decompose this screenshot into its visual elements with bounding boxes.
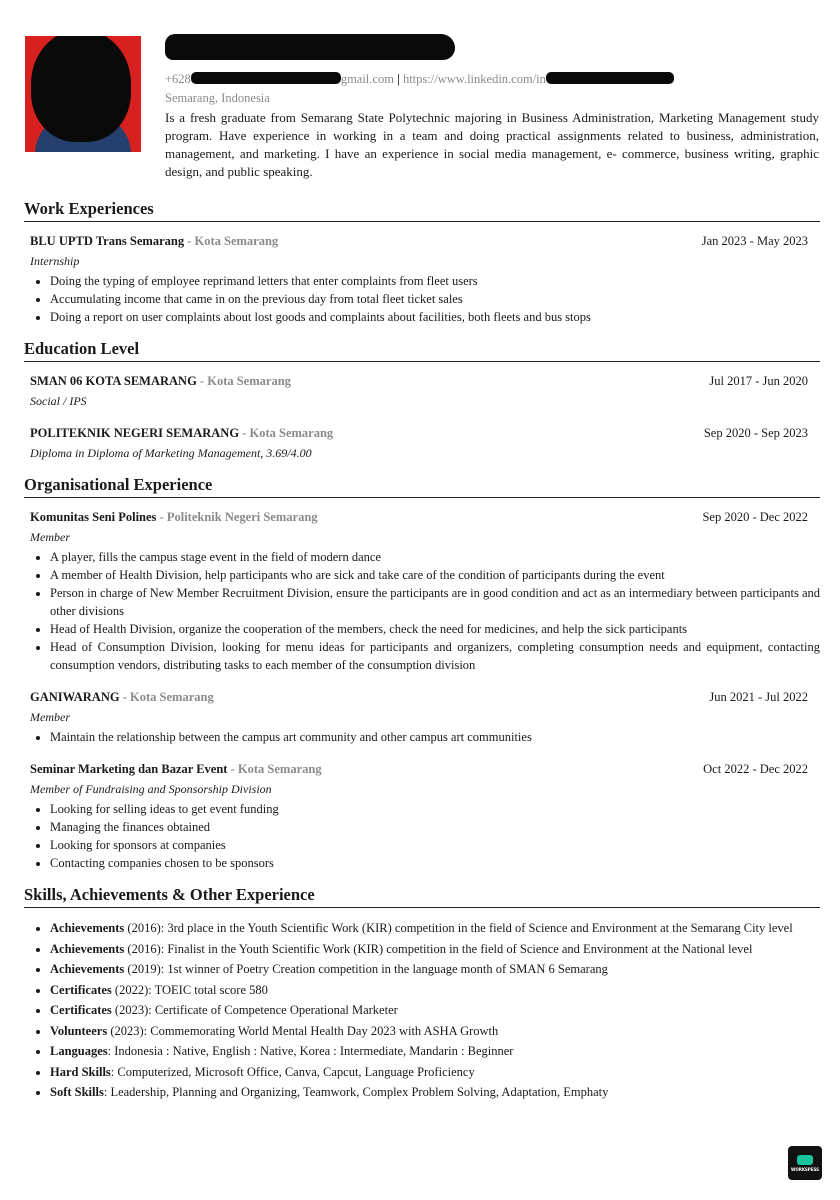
linkedin-link[interactable]: https://www.linkedin.com/in — [402, 72, 546, 86]
list-item: • Looking for selling ideas to get event funding — [50, 800, 820, 818]
list-item: • Hard Skills: Computerized, Microsoft Office, Canva, Capcut, Language Proficiency — [50, 1062, 820, 1083]
entry-role: Internship — [30, 254, 80, 268]
list-item: • Certificates (2022): TOEIC total score 580 — [50, 980, 820, 1001]
name-redaction — [165, 34, 455, 60]
list-item: • Accumulating income that came in on the previous day from total fleet ticket sales — [50, 290, 820, 308]
phone-prefix: +628 — [165, 72, 191, 86]
list-item: • Volunteers (2023): Commemorating World Mental Health Day 2023 with ASHA Growth — [50, 1021, 820, 1042]
list-item: • Head of Health Division, organize the cooperation of the members, check the need for medicines, and help the sick participants — [50, 620, 820, 638]
list-item: • Head of Consumption Division, looking for menu ideas for participants and organizers, completing consumption needs and equipment, contacting consumption vendors, distributing tasks to each member of the consumption division — [50, 638, 820, 674]
section-title-skills: Skills, Achievements & Other Experience — [24, 886, 820, 908]
entry-date: Jun 2021 - Jul 2022 — [709, 690, 808, 704]
list-item: • Doing the typing of employee reprimand letters that enter complaints from fleet users — [50, 272, 820, 290]
logo-text: WORKSPESS — [790, 1166, 820, 1172]
entry-date: Sep 2020 - Dec 2022 — [702, 510, 808, 524]
logo-mark-icon — [797, 1155, 813, 1165]
org-location: Kota Semarang — [194, 234, 279, 248]
email-tail: gmail.com — [340, 72, 394, 86]
org-entry: Seminar Marketing dan Bazar Event - Kota Semarang Oct 2022 - Dec 2022 Member of Fundraising and Sponsorship Division • Looking for selling ideas to get event funding • Managing the finances obtained • Looking for sponsors at companies • Contacting companies chosen to be sponsors — [30, 760, 820, 872]
list-item: • Languages: Indonesia : Native, English : Native, Korea : Intermediate, Mandarin : Beginner — [50, 1041, 820, 1062]
list-item: • A member of Health Division, help participants who are sick and take care of the condition of participants during the event — [50, 566, 820, 584]
org-entry: GANIWARANG - Kota Semarang Jun 2021 - Jul 2022 Member • Maintain the relationship between the campus art community and other campus art communities — [30, 688, 820, 746]
org-name: POLITEKNIK NEGERI SEMARANG — [30, 426, 240, 440]
summary: Is a fresh graduate from Semarang State Polytechnic majoring in Business Administration, Marketing Management study program. Have experience in working in a team and doing practical assignments related to business, administration, management, and marketing. I have an experience in social media management, e- commerce, business writing, graphic design, and public speaking. — [165, 110, 819, 179]
list-item: • Maintain the relationship between the campus art community and other campus art communities — [50, 728, 820, 746]
org-location: Kota Semarang — [130, 690, 214, 704]
entry-date: Jul 2017 - Jun 2020 — [709, 374, 808, 388]
org-name: Seminar Marketing dan Bazar Event — [30, 762, 228, 776]
list-item: • Contacting companies chosen to be sponsors — [50, 854, 820, 872]
list-item: • Soft Skills: Leadership, Planning and Organizing, Teamwork, Complex Problem Solving, Adaptation, Emphaty — [50, 1082, 820, 1103]
org-location: Politeknik Negeri Semarang — [166, 510, 318, 524]
list-item: • Person in charge of New Member Recruitment Division, ensure the participants are in good condition and act as an intermediary between participants and other divisions — [50, 584, 820, 620]
entry-date: Oct 2022 - Dec 2022 — [703, 762, 808, 776]
list-item: • Looking for sponsors at companies — [50, 836, 820, 854]
entry-date: Jan 2023 - May 2023 — [701, 234, 808, 248]
org-name: BLU UPTD Trans Semarang — [30, 234, 185, 248]
org-location: Kota Semarang — [237, 762, 322, 776]
entry-role: Social / IPS — [30, 394, 87, 408]
org-entry: Komunitas Seni Polines - Politeknik Negeri Semarang Sep 2020 - Dec 2022 Member • A player, fills the campus stage event in the field of modern dance • A member of Health Division, help participants who are sick and take care of the condition of participants during the event • Person in charge of New Member Recruitment Division, ensure the participants are in good condition and act as an intermediary between participants and other divisions • Head of Health Division, organize the cooperation of the members, check the need for medicines, and help the sick participants • Head of Consumption Division, looking for menu ideas for participants and organizers, completing consumption needs and equipment, contacting consumption vendors, distributing tasks to each member of the consumption division — [30, 508, 820, 674]
entry-date: Sep 2020 - Sep 2023 — [703, 426, 808, 440]
entry-role: Member — [30, 710, 70, 724]
linkedin-redaction — [546, 72, 674, 84]
contact-separator: | — [397, 72, 400, 86]
entry-role: Member — [30, 530, 70, 544]
section-title-education: Education Level — [24, 340, 820, 362]
org-location: Kota Semarang — [249, 426, 334, 440]
education-entry: POLITEKNIK NEGERI SEMARANG - Kota Semarang Sep 2020 - Sep 2023 Diploma in Diploma of Marketing Management, 3.69/4.00 — [30, 424, 820, 462]
list-item: • Doing a report on user complaints about lost goods and complaints about facilities, both fleets and bus stops — [50, 308, 820, 326]
list-item: • Achievements (2019): 1st winner of Poetry Creation competition in the language month of SMAN 6 Semarang — [50, 959, 820, 980]
location: Semarang, Indonesia — [165, 91, 270, 105]
phone-redaction — [191, 72, 341, 84]
section-title-work: Work Experiences — [24, 200, 820, 222]
contact-line — [165, 70, 819, 88]
work-entry: BLU UPTD Trans Semarang - Kota Semarang Jan 2023 - May 2023 Internship • Doing the typing of employee reprimand letters that enter complaints from fleet users • Accumulating income that came in on the previous day from total fleet ticket sales • Doing a report on user complaints about lost goods and complaints about facilities, both fleets and bus stops — [30, 232, 820, 326]
resume-page — [24, 24, 820, 1103]
org-name: Komunitas Seni Polines — [30, 510, 157, 524]
profile-photo — [25, 36, 141, 152]
entry-role: Member of Fundraising and Sponsorship Division — [30, 782, 272, 796]
list-item: • Achievements (2016): Finalist in the Youth Scientific Work (KIR) competition in the field of Science and Environment at the National level — [50, 939, 820, 960]
list-item: • Managing the finances obtained — [50, 818, 820, 836]
list-item: • A player, fills the campus stage event in the field of modern dance — [50, 548, 820, 566]
resume-header — [24, 24, 820, 186]
header-text — [165, 34, 819, 181]
org-name: SMAN 06 KOTA SEMARANG — [30, 374, 197, 388]
photo-redaction — [31, 36, 131, 142]
section-title-organisational: Organisational Experience — [24, 476, 820, 498]
education-entry: SMAN 06 KOTA SEMARANG - Kota Semarang Jul 2017 - Jun 2020 Social / IPS — [30, 372, 820, 410]
org-name: GANIWARANG — [30, 690, 120, 704]
workspess-logo — [788, 1146, 822, 1180]
org-location: Kota Semarang — [207, 374, 291, 388]
list-item: • Certificates (2023): Certificate of Competence Operational Marketer — [50, 1000, 820, 1021]
skills-list — [30, 918, 820, 1103]
entry-role: Diploma in Diploma of Marketing Management, 3.69/4.00 — [30, 446, 312, 460]
list-item: • Achievements (2016): 3rd place in the Youth Scientific Work (KIR) competition in the field of Science and Environment at the Semarang City level — [50, 918, 820, 939]
